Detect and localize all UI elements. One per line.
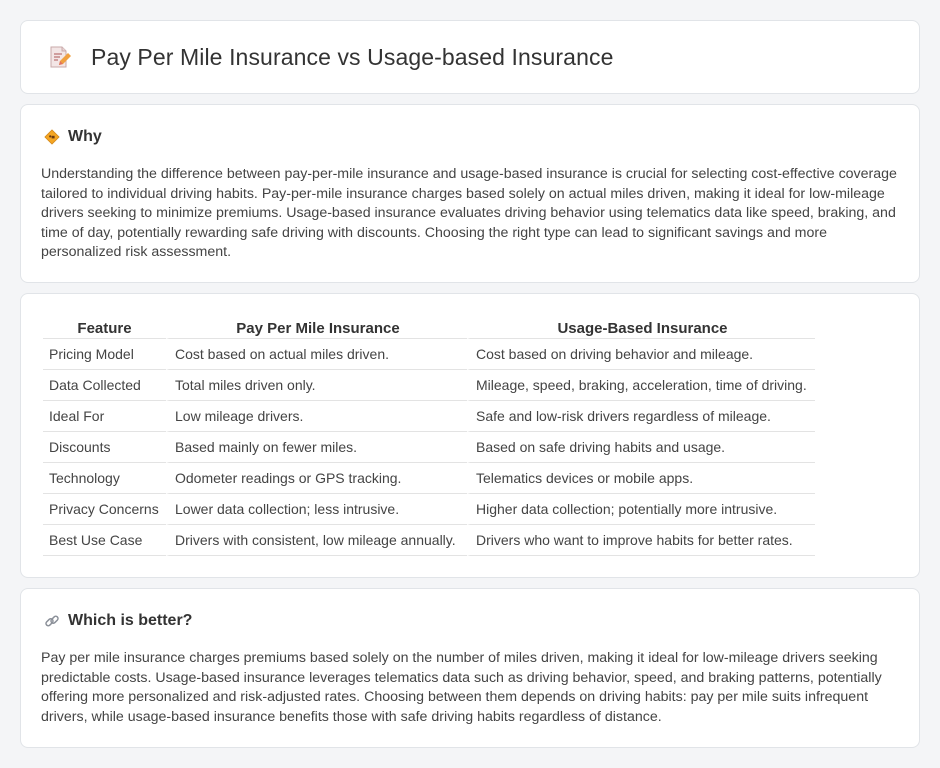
table-row xyxy=(43,432,815,463)
table-row xyxy=(43,525,815,556)
which-is-better-section xyxy=(20,588,920,748)
pay-per-mile-cell: Based mainly on fewer miles. xyxy=(166,432,467,463)
pay-per-mile-cell: Total miles driven only. xyxy=(166,370,467,401)
why-paragraph: Understanding the difference between pay-per-mile insurance and usage-based insurance is crucial for selecting cost-effective coverage tailored to individual driving habits. Pay-per-mile insurance charges based solely on actual miles driven, making it ideal for low-mileage drivers seeking to minimize premiums. Usage-based insurance evaluates driving behavior using telematics data like speed, braking, and time of day, potentially rewarding safe driving with discounts. Choosing the right type can lead to significant savings and more personalized risk assessment. xyxy=(41,166,897,261)
header-usage-based: Usage-Based Insurance xyxy=(467,314,815,339)
page-title: Pay Per Mile Insurance vs Usage-based Insurance xyxy=(91,43,614,70)
usage-based-cell: Mileage, speed, braking, acceleration, time of driving. xyxy=(467,370,815,401)
pay-per-mile-cell: Odometer readings or GPS tracking. xyxy=(166,463,467,494)
pay-per-mile-cell: Lower data collection; less intrusive. xyxy=(166,494,467,525)
header-feature: Feature xyxy=(43,314,166,339)
feature-cell: Best Use Case xyxy=(43,525,166,556)
usage-based-cell: Based on safe driving habits and usage. xyxy=(467,432,815,463)
feature-cell: Data Collected xyxy=(43,370,166,401)
pay-per-mile-cell: Drivers with consistent, low mileage annually. xyxy=(166,525,467,556)
feature-cell: Ideal For xyxy=(43,401,166,432)
comparison-table xyxy=(43,314,815,556)
usage-based-cell: Telematics devices or mobile apps. xyxy=(467,463,815,494)
which-is-better-paragraph: Pay per mile insurance charges premiums based solely on the number of miles driven, making it ideal for low-mileage drivers seeking predictable costs. Usage-based insurance leverages telematics data such as driving behavior, speed, and braking patterns, potentially offering more personalized and risk-adjusted rates. Choosing between them depends on driving habits: pay per mile suits infrequent drivers, while usage-based insurance benefits those with safe driving habits regardless of distance. xyxy=(41,650,882,725)
document-edit-icon xyxy=(47,45,71,69)
warning-sign-icon xyxy=(44,129,60,145)
which-is-better-title: Which is better? xyxy=(68,612,193,629)
usage-based-cell: Safe and low-risk drivers regardless of mileage. xyxy=(467,401,815,432)
usage-based-cell: Higher data collection; potentially more intrusive. xyxy=(467,494,815,525)
table-row xyxy=(43,370,815,401)
feature-cell: Technology xyxy=(43,463,166,494)
header-card xyxy=(20,20,920,94)
table-row xyxy=(43,339,815,370)
why-title: Why xyxy=(68,128,102,145)
why-section xyxy=(20,104,920,283)
pay-per-mile-cell: Cost based on actual miles driven. xyxy=(166,339,467,370)
usage-based-cell: Drivers who want to improve habits for better rates. xyxy=(467,525,815,556)
usage-based-cell: Cost based on driving behavior and mileage. xyxy=(467,339,815,370)
table-row xyxy=(43,463,815,494)
link-icon xyxy=(44,613,60,629)
header-pay-per-mile: Pay Per Mile Insurance xyxy=(166,314,467,339)
comparison-section xyxy=(20,293,920,578)
table-row xyxy=(43,401,815,432)
feature-cell: Discounts xyxy=(43,432,166,463)
table-header-row xyxy=(43,314,815,339)
feature-cell: Pricing Model xyxy=(43,339,166,370)
table-row xyxy=(43,494,815,525)
feature-cell: Privacy Concerns xyxy=(43,494,166,525)
pay-per-mile-cell: Low mileage drivers. xyxy=(166,401,467,432)
